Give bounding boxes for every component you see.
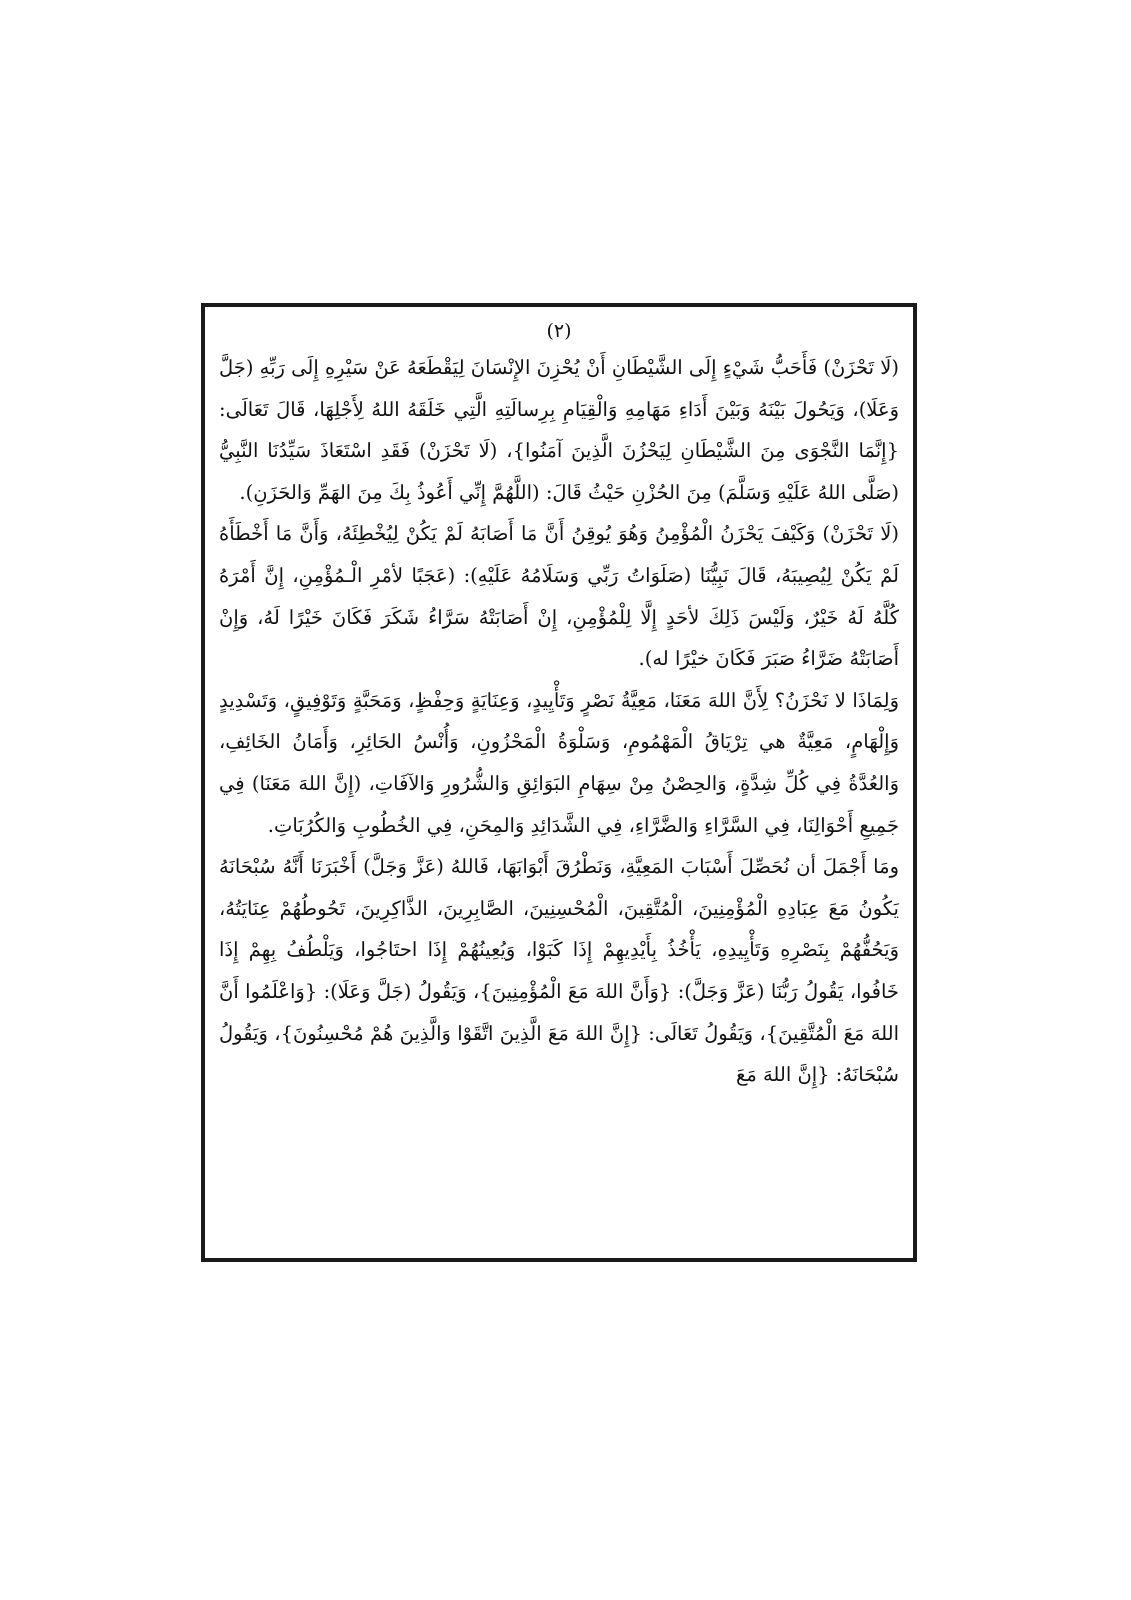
paragraph-do-not-grieve: (لَا تَحْزَنْ) فَأَحَبُّ شَيْءٍ إِلَى الشَّيْطَانِ أَنْ يُحْزِنَ الإِنْسَانَ لِيَقْطَعَهُ عَنْ سَيْرِهِ إِلَى رَبِّهِ (جَلَّ وَعَلَا)، وَيَحُولَ بَيْنَهُ وَبَيْنَ أَدَاءِ مَهَامِهِ وَالْقِيَامِ بِرِسالَتِهِ الَّتِي خَلَقَهُ اللهُ لِأَجْلِهَا، قَالَ تَعَالَى: {إِنَّمَا النَّجْوَى مِنَ الشَّيْطَانِ لِيَحْزُنَ الَّذِينَ آمَنُوا}، (لَا تَحْزَنْ) فَقَدِ اسْتَعَاذَ سَيِّدُنَا النَّبِيُّ (صَلَّى اللهُ عَلَيْهِ وَسَلَّمَ) مِنَ الحُزْنِ حَيْثُ قَالَ: (اللَّهُمَّ إِنِّي أَعُوذُ بِكَ مِنَ الهَمِّ وَالحَزَنِ). xyxy=(219,356,899,504)
paragraph-causes-of-companionship: ومَا أَجْمَلَ أن نُحَصِّلَ أَسْبَابَ المَعِيَّةِ، وَنَطْرُقَ أَبْوَابَهَا، فَاللهُ (عَزَّ وَجَلَّ) أَخْبَرَنَا أَنَّهُ سُبْحَانَهُ يَكُونُ مَعَ عِبَادِهِ الْمُؤْمِنِينَ، الْمُتَّقِينَ، الْمُحْسِنِينَ، الصَّابِرِينَ، الذَّاكِرِينَ، تَحُوطُهُمْ عِنَايَتُهُ، وَيَحُفُّهُمْ بِنَصْرِهِ وَتَأْيِيدِهِ، يَأْخُذُ بِأَيْدِيهِمْ إِذَا كَبَوْا، وَيُعِينُهُمْ إِذَا احتَاجُوا، وَيَلْطُفُ بِهِمْ إِذَا خَافُوا، يَقُولُ رَبُّنَا (عَزَّ وَجَلَّ): {وَأَنَّ اللهَ مَعَ الْمُؤْمِنِينَ}، وَيَقُولُ (جَلَّ وَعَلَا): {وَاعْلَمُوا أَنَّ اللهَ مَعَ الْمُتَّقِينَ}، وَيَقُولُ تَعَالَى: {إِنَّ اللهَ مَعَ الَّذِينَ اتَّقَوْا وَالَّذِينَ هُمْ مُحْسِنُونَ}، وَيَقُولُ سُبْحَانَهُ: {إِنَّ اللهَ مَعَ xyxy=(219,855,899,1087)
page-frame xyxy=(201,303,917,1262)
paragraph-allah-with-us: وَلِمَاذَا لا نَحْزَنُ؟ لِأَنَّ اللهَ مَعَنَا، مَعِيَّةُ نَصْرٍ وَتَأْيِيدٍ، وَعِنَايَةٍ وَحِفْظٍ، وَمَحَبَّةٍ وَتَوْفِيقٍ، وَتَسْدِيدٍ وَإِلْهَامٍ، مَعِيَّةٌ هي تِرْيَاقُ الْمَهْمُومِ، وَسَلْوَةُ الْمَحْزُونِ، وَأُنْسُ الحَائِرِ، وَأَمَانُ الخَائِفِ، وَالعُدَّةُ فِي كُلِّ شِدَّةٍ، وَالحِصْنُ مِنْ سِهَامِ البَوَائِقِ وَالشُّرُورِ وَالآفَاتِ، (إِنَّ اللهَ مَعَنَا) فِي جَمِيعِ أَحْوَالِنَا، فِي السَّرَّاءِ وَالضَّرَّاءِ، فِي الشَّدَائِدِ وَالمِحَنِ، فِي الخُطُوبِ وَالكُرُبَاتِ. xyxy=(219,688,899,837)
paragraph-believer-certainty: (لَا تَحْزَنْ) وَكَيْفَ يَحْزَنُ الْمُؤْمِنُ وَهُوَ يُوقِنُ أَنَّ مَا أَصَابَهُ لَمْ يَكُنْ لِيُخْطِئَهُ، وَأَنَّ مَا أَخْطَأَهُ لَمْ يَكُنْ لِيُصِيبَهُ، قَالَ نَبِيُّنَا (صَلَوَاتُ رَبِّي وَسَلَامُهُ عَلَيْهِ): (عَجَبًا لأمْرِ الْـمُؤْمِنِ، إِنَّ أَمْرَهُ كُلَّهُ لَهُ خَيْرٌ، وَلَيْسَ ذَلِكَ لأحَدٍ إِلَّا لِلْمُؤْمِنِ، إِنْ أَصَابَتْهُ سَرَّاءُ شَكَرَ فَكَانَ خَيْرًا لَهُ، وَإِنْ أَصَابَتْهُ ضَرَّاءُ صَبَرَ فَكَانَ خيْرًا له). xyxy=(219,522,899,671)
page-number: (٢) xyxy=(546,320,572,342)
